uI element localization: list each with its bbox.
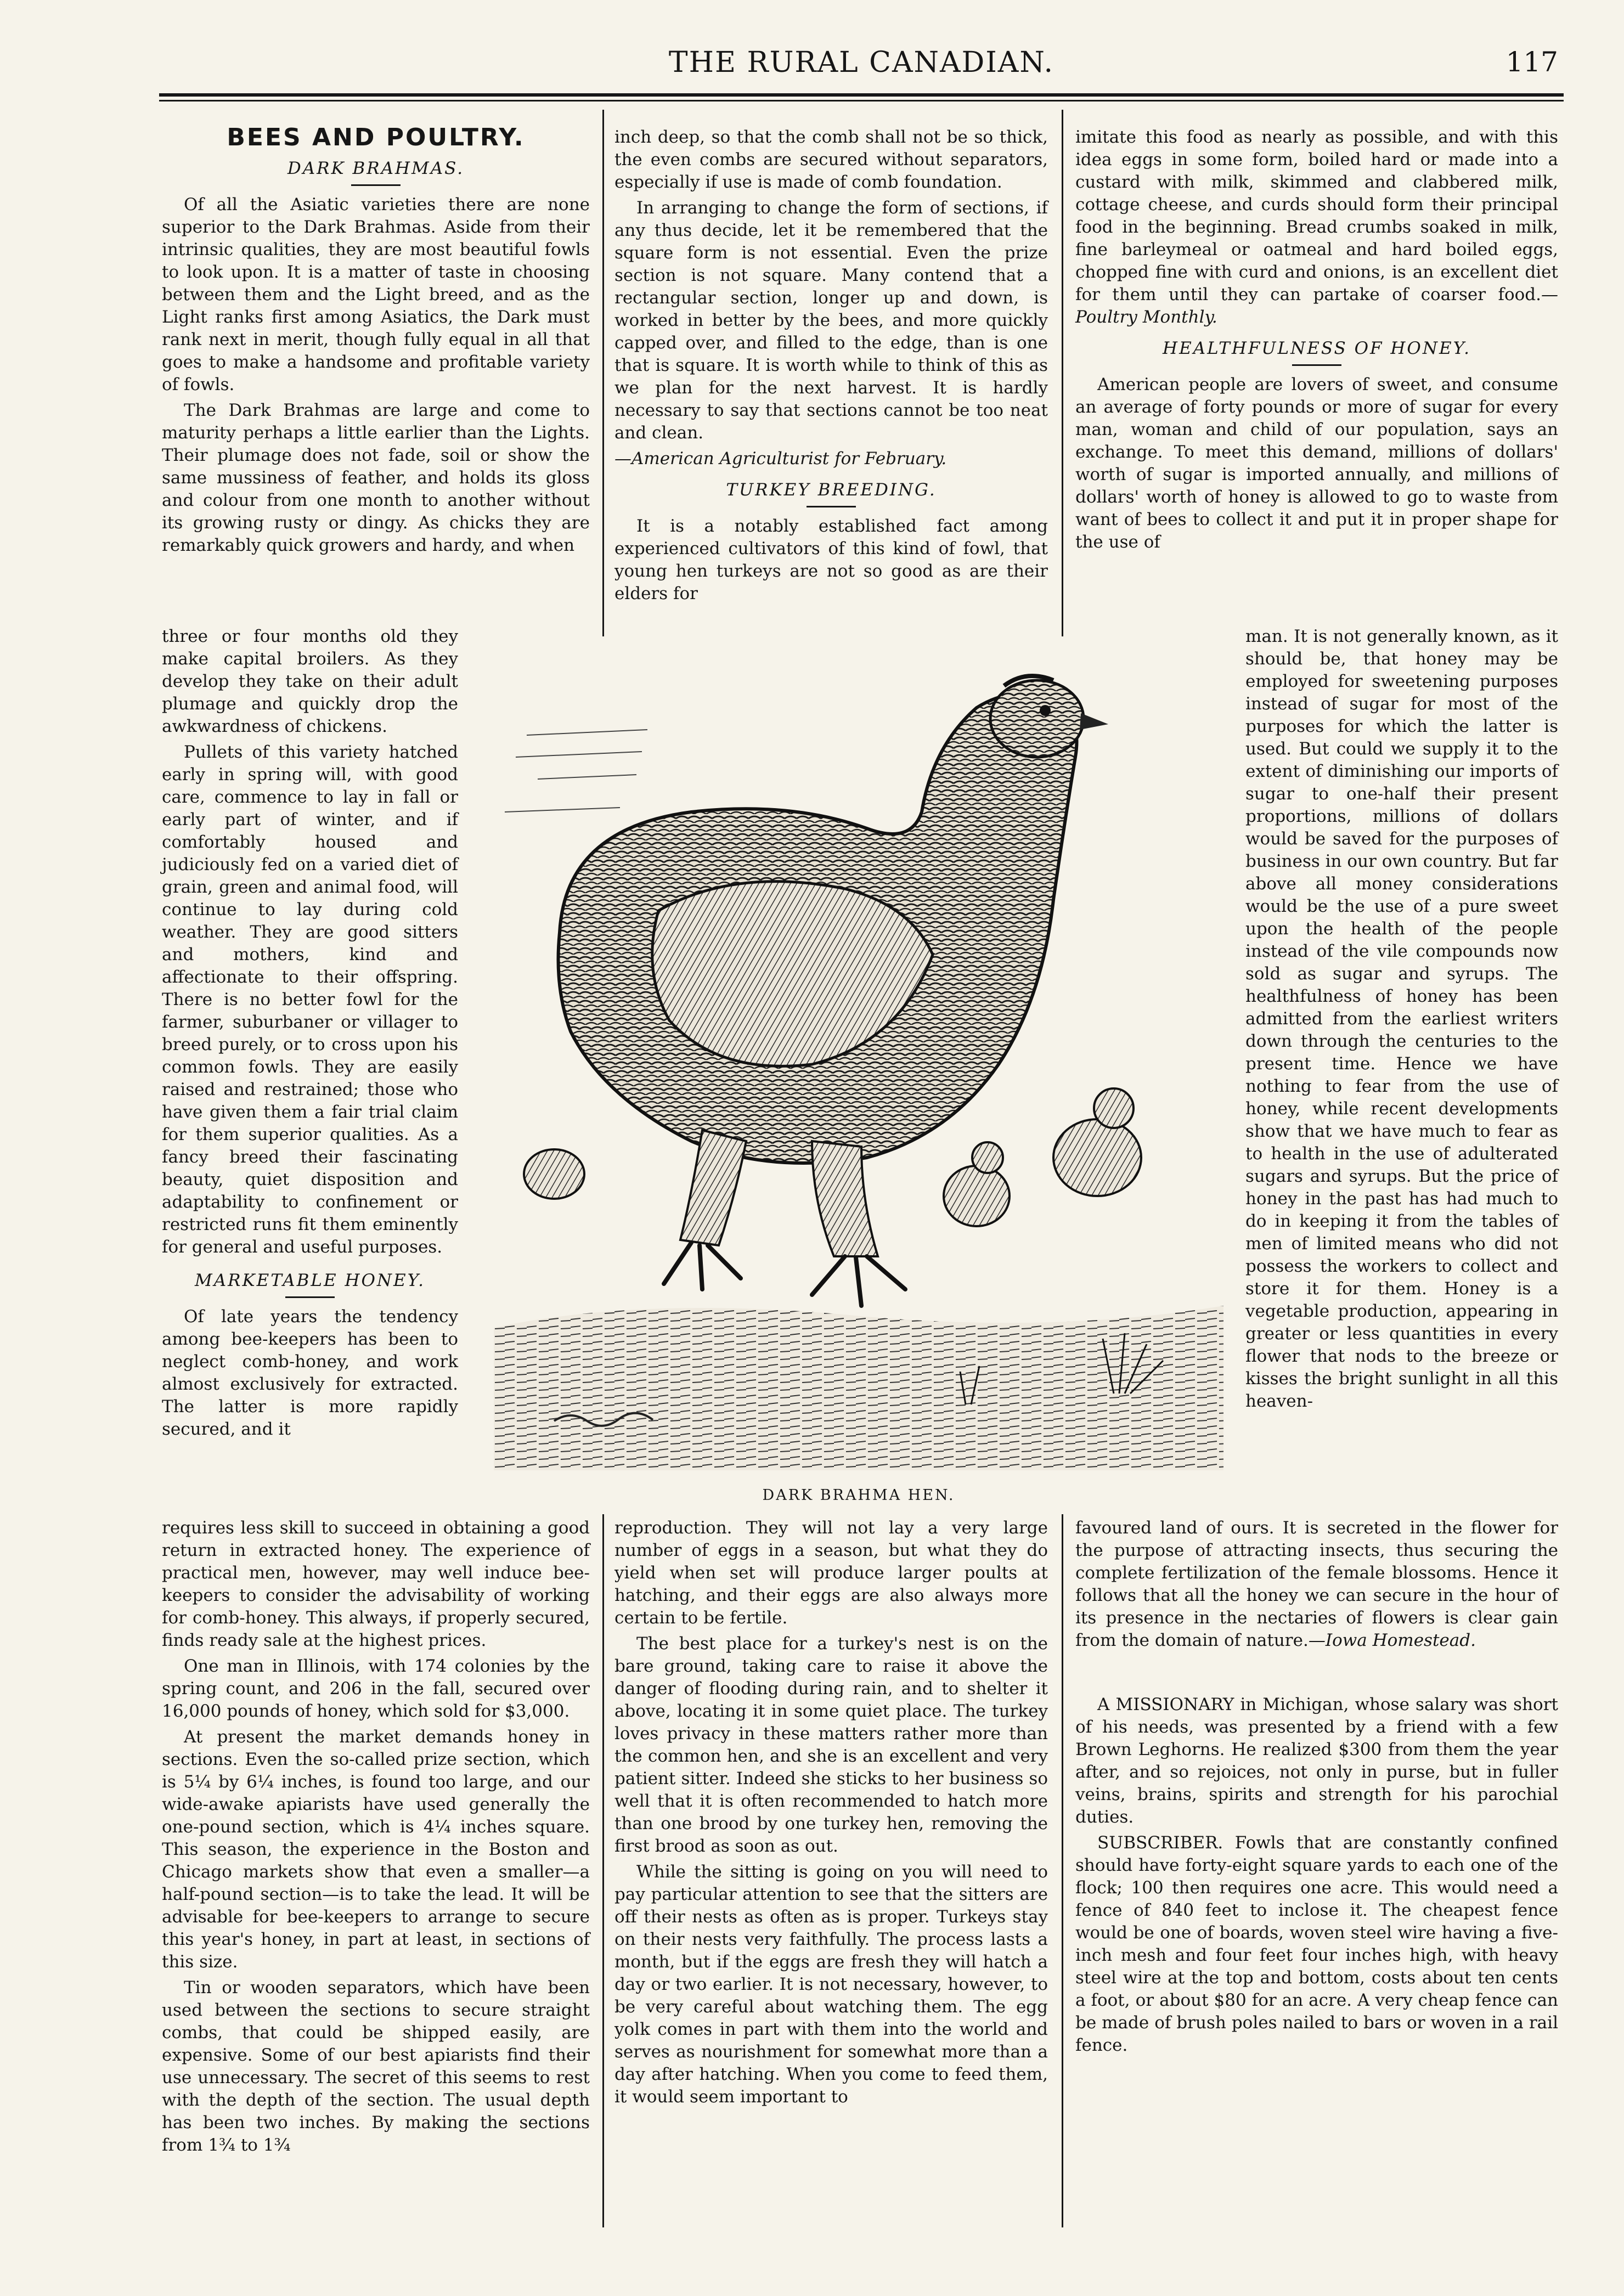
heading-healthfulness-of-honey: HEALTHFULNESS OF HONEY. — [1163, 339, 1471, 358]
short-rule — [351, 184, 401, 186]
column-2-lower — [614, 1517, 1048, 2112]
signature: —Iowa Homestead. — [1308, 1631, 1476, 1650]
paragraph: American people are lovers of sweet, and consume an average of forty pounds or more of sugar for every man, woman and child of our population, says an exchange. To meet this demand, millions of dollars' worth of sugar is imported annually, and millions of dollars' worth of honey is allowed to go to waste from want of bees to collect it and put it in proper shape for the use of — [1075, 375, 1558, 552]
paragraph: The Dark Brahmas are large and come to maturity perhaps a little earlier than the Lights. Their plumage does not fade, soil or show the same mussiness of feather, and holds its gloss and colour from one month to another without its growing rusty or dingy. As chicks they are remarkably quick growers and hardy, and when — [162, 400, 590, 555]
paragraph: favoured land of ours. It is secreted in the flower for the purpose of attracting insects, thus securing the complete fertilization of the female blossoms. Hence it follows that all the honey we can secure in the hour of its presence in the nectaries of flowers is clear gain from the domain of nature.—Iowa Homestead. — [1075, 1518, 1558, 1650]
paragraph: It is a notably established fact among experienced cultivators of this kind of fowl, that young hen turkeys are not so good as are their elders for — [614, 516, 1048, 603]
paragraph: The best place for a turkey's nest is on the bare ground, taking care to raise it above the danger of flooding during rain, and to shelter it above, locating it in some quiet place. The turkey loves privacy in these matters rather more than the common hen, and she is an excellent and very patient sitter. Indeed she sticks to her business so well that it is often recommended to hatch more than one brood by one turkey hen, removing the first brood as soon as out. — [614, 1634, 1048, 1856]
paragraph: reproduction. They will not lay a very large number of eggs in a season, but what they do yield when set will produce larger poults at hatching, and their eggs are also always more certain to be fertile. — [614, 1518, 1048, 1628]
short-rule — [807, 506, 856, 507]
column-1-wrap — [162, 625, 458, 1444]
header-rule — [159, 93, 1564, 97]
column-1 — [162, 123, 590, 560]
column-3-wrap — [1245, 625, 1558, 1416]
section-title: BEES AND POULTRY. — [227, 123, 525, 151]
paragraph: While the sitting is going on you will need to pay particular attention to see that the sitters are off their nests as often as is proper. Turkeys stay on their nests very faithfully. The process lasts a month, but if the eggs are fresh they will hatch a day or two earlier. It is not necessary, however, to be very careful about watching them. The egg yolk comes in part with them into the world and serves as nourishment for somewhat more than a day after hatching. When you come to feed them, it would seem important to — [614, 1862, 1048, 2107]
paragraph: inch deep, so that the comb shall not be so thick, the even combs are secured without separators, especially if use is made of comb foundation. — [614, 127, 1048, 192]
publication-title: THE RURAL CANADIAN. — [668, 46, 1055, 79]
header-rule-thin — [159, 100, 1564, 101]
paragraph: One man in Illinois, with 174 colonies by the spring count, and 206 in the fall, secured over 16,000 pounds of honey, which sold for $3,000. — [162, 1656, 590, 1721]
illustration-caption: DARK BRAHMA HEN. — [762, 1487, 955, 1504]
paragraph: imitate this food as nearly as possible, and with this idea eggs in some form, boiled hard or made into a custard with milk, skimmed and clabbered milk, cottage cheese, and curds should form their principal food in the beginning. Bread crumbs soaked in milk, fine barleymeal or oatmeal and hard boiled eggs, chopped fine with curd and onions, is an excellent diet for them until they can partake of coarser food.—Poultry Monthly. — [1075, 127, 1558, 327]
paragraph: Of all the Asiatic varieties there are none superior to the Dark Brahmas. Aside from their intrinsic qualities, they are most beautiful fowls to look upon. It is a matter of taste in choosing between them and the Light breed, and as the Light ranks first among Asiatics, the Dark must rank next in merit, though fully equal in all that goes to make a handsome and profitable variety of fowls. — [162, 195, 590, 394]
paragraph: man. It is not generally known, as it should be, that honey may be employed for sweetening purposes instead of sugar for most of the purposes for which the latter is used. But could we supply it to the extent of diminishing our imports of sugar to one-half their present proportions, millions of dollars would be saved for the purposes of business in our own country. But far above all money considerations would be the use of a pure sweet upon the health of the people instead of the vile compounds now sold as sugar and syrups. The healthfulness of honey has been admitted from the earliest writers down through the centuries to the present time. Hence we have nothing to fear from the use of honey, while recent developments show that we have much to fear as to health in the use of adulterated sugars and syrups. But the price of honey in the past has had much to do in keeping it from the tables of men of limited means who did not possess the workers to collect and store it for them. Honey is a vegetable production, appearing in greater or less quantities in every flower that nods to the breeze or kisses the bright sunlight in all this heaven- — [1245, 627, 1558, 1411]
paragraph: Pullets of this variety hatched early in spring will, with good care, commence to lay in fall or early part of winter, and if comfortably housed and judiciously fed on a varied diet of grain, green and animal food, will continue to lay during cold weather. They are good sitters and mothers, kind and affectionate to their offspring. There is no better fowl for the farmer, suburbaner or villager to breed purely, or to cross upon his common fowls. They are easily raised and restrained; those who have given them a fair trial claim for them superior qualities. As a fancy breed their fascinating beauty, quiet disposition and adaptability to confinement or restricted runs fit them eminently for general and useful purposes. — [162, 742, 458, 1257]
paragraph: Of late years the tendency among bee-keepers has been to neglect comb-honey, and work almost exclusively for extracted. The latter is more rapidly secured, and it — [162, 1307, 458, 1439]
heading-marketable-honey: MARKETABLE HONEY. — [194, 1271, 425, 1290]
column-rule — [602, 110, 604, 636]
paragraph: Tin or wooden separators, which have been used between the sections to secure straight combs, that could be shipped easily, are expensive. Some of our best apiarists find their use unnecessary. The secret of this seems to rest with the depth of the section. The usual depth has been two inches. By making the sections from 1¾ to 1¾ — [162, 1978, 590, 2155]
column-1-lower — [162, 1517, 590, 2160]
paragraph: requires less skill to succeed in obtaining a good return in extracted honey. The experience of practical men, however, may well induce bee-keepers to consider the advisability of working for comb-honey. This always, if properly secured, finds ready sale at the highest prices. — [162, 1518, 590, 1650]
heading-dark-brahmas: DARK BRAHMAS. — [287, 159, 465, 178]
paragraph: At present the market demands honey in sections. Even the so-called prize section, which is 5¼ by 6¼ inches, is found too large, and our wide-awake apiarists have used generally the one-pound section, which is 4¼ inches square. This season, the experience in the Boston and Chicago markets show that even a smaller—a half-pound section—is to take the lead. It will be advisable for bee-keepers to arrange to secure this year's honey, in part at least, in sections of this size. — [162, 1727, 590, 1972]
signature: —Poultry Monthly. — [1075, 285, 1558, 327]
page-number: 117 — [1505, 46, 1558, 78]
column-rule — [1062, 1514, 1063, 2227]
signature: —American Agriculturist for February. — [614, 449, 947, 469]
column-3-lower — [1075, 1517, 1558, 2060]
paragraph: A MISSIONARY in Michigan, whose salary was short of his needs, was presented by a friend with a few Brown Leghorns. He realized $300 from them the year after, and so rejoices, not only in purse, but in fuller veins, brains, spirits and strength for his parochial duties. — [1075, 1695, 1558, 1827]
column-3 — [1075, 126, 1558, 557]
paragraph: In arranging to change the form of sections, if any thus decide, let it be remembered that the square form is not essential. Even the prize section is not square. Many contend that a rectangular section, longer up and down, is worked in better by the bees, and more quickly capped over, and filled to the edge, than is one that is square. It is worth while to think of this as we plan for the next harvest. It is hardly necessary to say that sections cannot be too neat and clean. — [614, 198, 1048, 443]
short-rule — [285, 1296, 335, 1298]
heading-turkey-breeding: TURKEY BREEDING. — [726, 480, 937, 500]
paragraph: three or four months old they make capital broilers. As they develop they take on their adult plumage and quickly drop the awkwardness of chickens. — [162, 627, 458, 736]
paragraph: SUBSCRIBER. Fowls that are constantly confined should have forty-eight square yards to each one of the flock; 100 then requires one acre. This would need a fence of 840 feet to inclose it. The cheapest fence would be one of boards, woven steel wire having a five-inch mesh and four feet four inches high, with heavy steel wire at the top and bottom, costs about ten cents a foot, or about $80 for an acre. A very cheap fence can be made of brush poles nailed to bars or woven in a rail fence. — [1075, 1833, 1558, 2055]
column-rule — [602, 1514, 604, 2227]
running-head — [159, 43, 1564, 87]
short-rule — [1292, 364, 1341, 366]
dark-brahma-hen-illustration — [483, 647, 1234, 1481]
column-rule — [1062, 110, 1063, 636]
column-2 — [614, 126, 1048, 608]
